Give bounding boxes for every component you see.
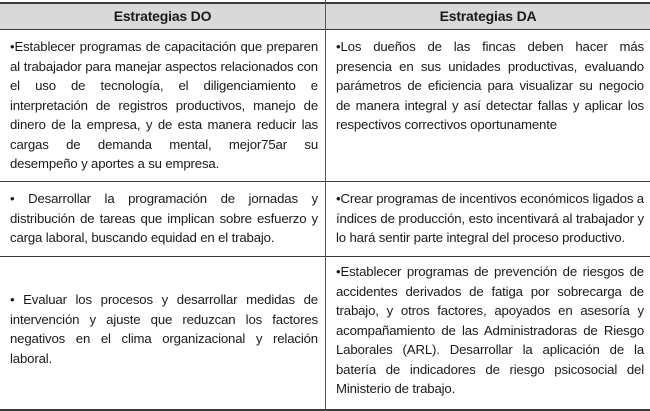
- row-2-do-cell: • Desarrollar la programación de jornadas y distribución de tareas que implican sobre esfuerzo y carga laboral, buscando equidad en el trabajo.: [10, 191, 318, 245]
- header-estrategias-da: Estrategias DA: [439, 8, 537, 24]
- header-estrategias-do: Estrategias DO: [113, 8, 212, 24]
- row-3-da-cell: •Establecer programas de prevención de riesgos de accidentes derivados de fatiga por sobrecarga de trabajo, y otros factores, apoyados en asesoría y acompañamiento de las Administradoras de Riesgo Laborales (ARL). Desarrollar la aplicación de la batería de indicadores de riesgo psicosocial del Ministerio de trabajo.: [336, 264, 644, 396]
- row-1-da-cell: •Los dueños de las fincas deben hacer más presencia en sus unidades productivas, evaluando parámetros de eficiencia para visualizar su negocio de manera integral y así detectar fallas y aplicar los respectivos correctivos oportunamente: [336, 39, 644, 132]
- row-1-do-cell: •Establecer programas de capacitación que preparen al trabajador para manejar aspectos relacionados con el uso de tecnología, el diligenciamiento e interpretación de registros productivos, manejo de dinero de la empresa, y de esta manera reducir las cargas de demanda mental, mejor75ar su desempeño y aportes a su empresa.: [10, 39, 318, 171]
- row-3-do-cell: • Evaluar los procesos y desarrollar medidas de intervención y ajuste que reduzcan los factores negativos en el clima organizacional y relación laboral.: [10, 292, 318, 366]
- column-divider: [325, 0, 326, 411]
- row-2-da-cell: •Crear programas de incentivos económicos ligados a índices de producción, esto incentivará al trabajador y lo hará sentir parte integral del proceso productivo.: [336, 191, 644, 245]
